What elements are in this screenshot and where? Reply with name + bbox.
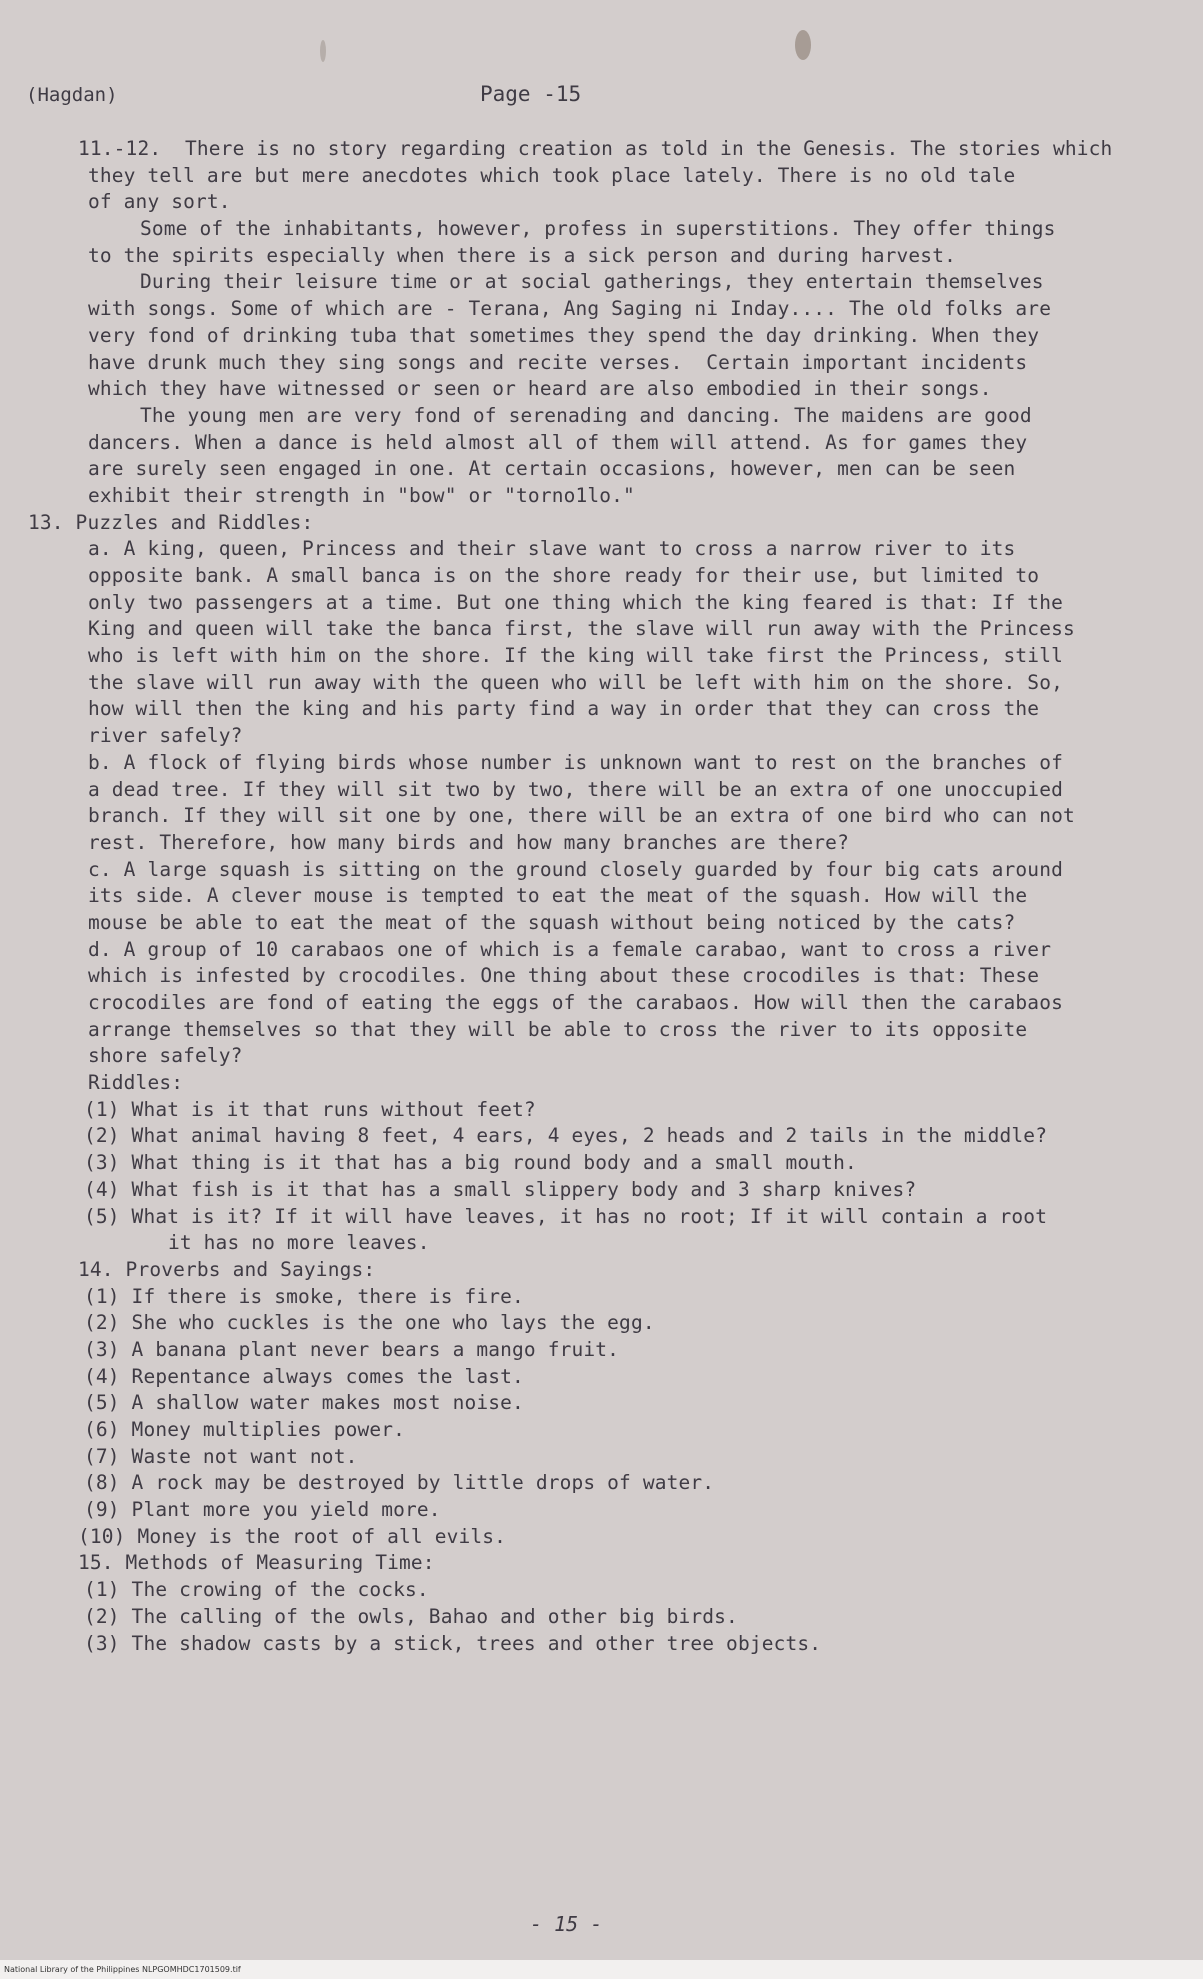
text-line: 11.-12. There is no story regarding creation as told in the Genesis. The stories which <box>78 137 1113 160</box>
puzzle-line: its side. A clever mouse is tempted to eat the meat of the squash. How will the <box>88 884 1028 908</box>
proverb-item: (6) Money multiplies power. <box>84 1418 406 1441</box>
text-line: they tell are but mere anecdotes which took place lately. There is no old tale <box>88 163 1016 187</box>
text-line: with songs. Some of which are - Terana, Ang Saging ni Inday.... The old folks are <box>88 297 1052 321</box>
section-heading-proverbs: 14. Proverbs and Sayings: <box>78 1257 376 1281</box>
proverb-item: (8) A rock may be destroyed by little drops of water. <box>84 1471 715 1495</box>
puzzle-line: a dead tree. If they will sit two by two, there will be an extra of one unoccupied <box>88 777 1063 801</box>
text-line: During their leisure time or at social gatherings, they entertain themselves <box>140 270 1044 294</box>
section-heading-puzzles: 13. Puzzles and Riddles: <box>28 510 314 534</box>
proverb-item: (7) Waste not want not. <box>84 1444 358 1468</box>
puzzle-line: only two passengers at a time. But one thing which the king feared is that: If the <box>88 590 1063 614</box>
puzzle-line: arrange themselves so that they will be able to cross the river to its opposite <box>88 1017 1028 1041</box>
ink-stain <box>795 30 811 60</box>
time-method-item: (1) The crowing of the cocks. <box>84 1578 429 1602</box>
puzzle-line: a. A king, queen, Princess and their slave want to cross a narrow river to its <box>88 537 1016 561</box>
document-body <box>28 136 1168 1657</box>
puzzle-line: who is left with him on the shore. If the king will take first the Princess, still <box>88 644 1063 668</box>
scan-caption: National Library of the Philippines NLPGOMHDC1701509.tif <box>4 1965 241 1974</box>
proverb-item: (10) Money is the root of all evils. <box>78 1524 507 1548</box>
riddle-item-continuation: it has no more leaves. <box>168 1231 430 1255</box>
header-page-number: Page -15 <box>480 82 582 106</box>
section-heading-time: 15. Methods of Measuring Time: <box>78 1551 435 1575</box>
puzzle-line: opposite bank. A small banca is on the shore ready for their use, but limited to <box>88 564 1040 587</box>
header-source: (Hagdan) <box>26 84 118 106</box>
puzzle-line: how will then the king and his party find a way in order that they can cross the <box>88 697 1040 721</box>
footer-page-number: - 15 - <box>530 1912 603 1936</box>
riddle-item: (2) What animal having 8 feet, 4 ears, 4 eyes, 2 heads and 2 tails in the middle? <box>84 1124 1048 1148</box>
text-line: to the spirits especially when there is a sick person and during harvest. <box>88 243 956 267</box>
puzzle-line: b. A flock of flying birds whose number is unknown want to rest on the branches of <box>88 750 1063 774</box>
puzzle-line: river safely? <box>88 724 243 748</box>
puzzle-line: King and queen will take the banca first, the slave will run away with the Princess <box>88 617 1075 641</box>
riddle-item: (3) What thing is it that has a big round body and a small mouth. <box>84 1151 857 1175</box>
proverb-item: (4) Repentance always comes the last. <box>84 1364 524 1388</box>
proverb-item: (1) If there is smoke, there is fire. <box>84 1284 524 1308</box>
puzzle-line: d. A group of 10 carabaos one of which is a female carabao, want to cross a river <box>88 937 1052 961</box>
text-line: very fond of drinking tuba that sometimes they spend the day drinking. When they <box>88 323 1040 347</box>
puzzle-line: c. A large squash is sitting on the ground closely guarded by four big cats around <box>88 857 1063 881</box>
paper-mark <box>320 40 326 62</box>
riddle-item: (5) What is it? If it will have leaves, it has no root; If it will contain a root <box>84 1204 1048 1228</box>
proverb-item: (5) A shallow water makes most noise. <box>84 1391 524 1415</box>
proverb-item: (9) Plant more you yield more. <box>84 1498 441 1522</box>
text-line: have drunk much they sing songs and recite verses. Certain important incidents <box>88 350 1028 374</box>
text-line: exhibit their strength in "bow" or "torno1lo." <box>88 483 635 507</box>
puzzle-line: rest. Therefore, how many birds and how many branches are there? <box>88 830 849 854</box>
text-line: of any sort. <box>88 190 231 214</box>
puzzle-line: branch. If they will sit one by one, there will be an extra of one bird who can not <box>88 804 1075 828</box>
riddles-heading: Riddles: <box>88 1071 184 1095</box>
puzzle-line: mouse be able to eat the meat of the squash without being noticed by the cats? <box>88 910 1016 934</box>
puzzle-line: shore safely? <box>88 1044 243 1068</box>
proverb-item: (3) A banana plant never bears a mango fruit. <box>84 1337 620 1361</box>
time-method-item: (2) The calling of the owls, Bahao and other big birds. <box>84 1604 738 1628</box>
text-line: are surely seen engaged in one. At certain occasions, however, men can be seen <box>88 457 1016 481</box>
puzzle-line: which is infested by crocodiles. One thing about these crocodiles is that: These <box>88 964 1040 988</box>
time-method-item: (3) The shadow casts by a stick, trees and other tree objects. <box>84 1631 822 1655</box>
text-line: dancers. When a dance is held almost all of them will attend. As for games they <box>88 430 1028 454</box>
riddle-item: (1) What is it that runs without feet? <box>84 1097 536 1121</box>
riddle-item: (4) What fish is it that has a small slippery body and 3 sharp knives? <box>84 1177 917 1201</box>
text-line: which they have witnessed or seen or heard are also embodied in their songs. <box>88 377 992 401</box>
proverb-item: (2) She who cuckles is the one who lays the egg. <box>84 1311 655 1335</box>
puzzle-line: the slave will run away with the queen who will be left with him on the shore. So, <box>88 670 1063 694</box>
puzzle-line: crocodiles are fond of eating the eggs of the carabaos. How will then the carabaos <box>88 991 1063 1014</box>
text-line: Some of the inhabitants, however, profess in superstitions. They offer things <box>140 217 1056 241</box>
text-line: The young men are very fond of serenading and dancing. The maidens are good <box>140 403 1032 427</box>
